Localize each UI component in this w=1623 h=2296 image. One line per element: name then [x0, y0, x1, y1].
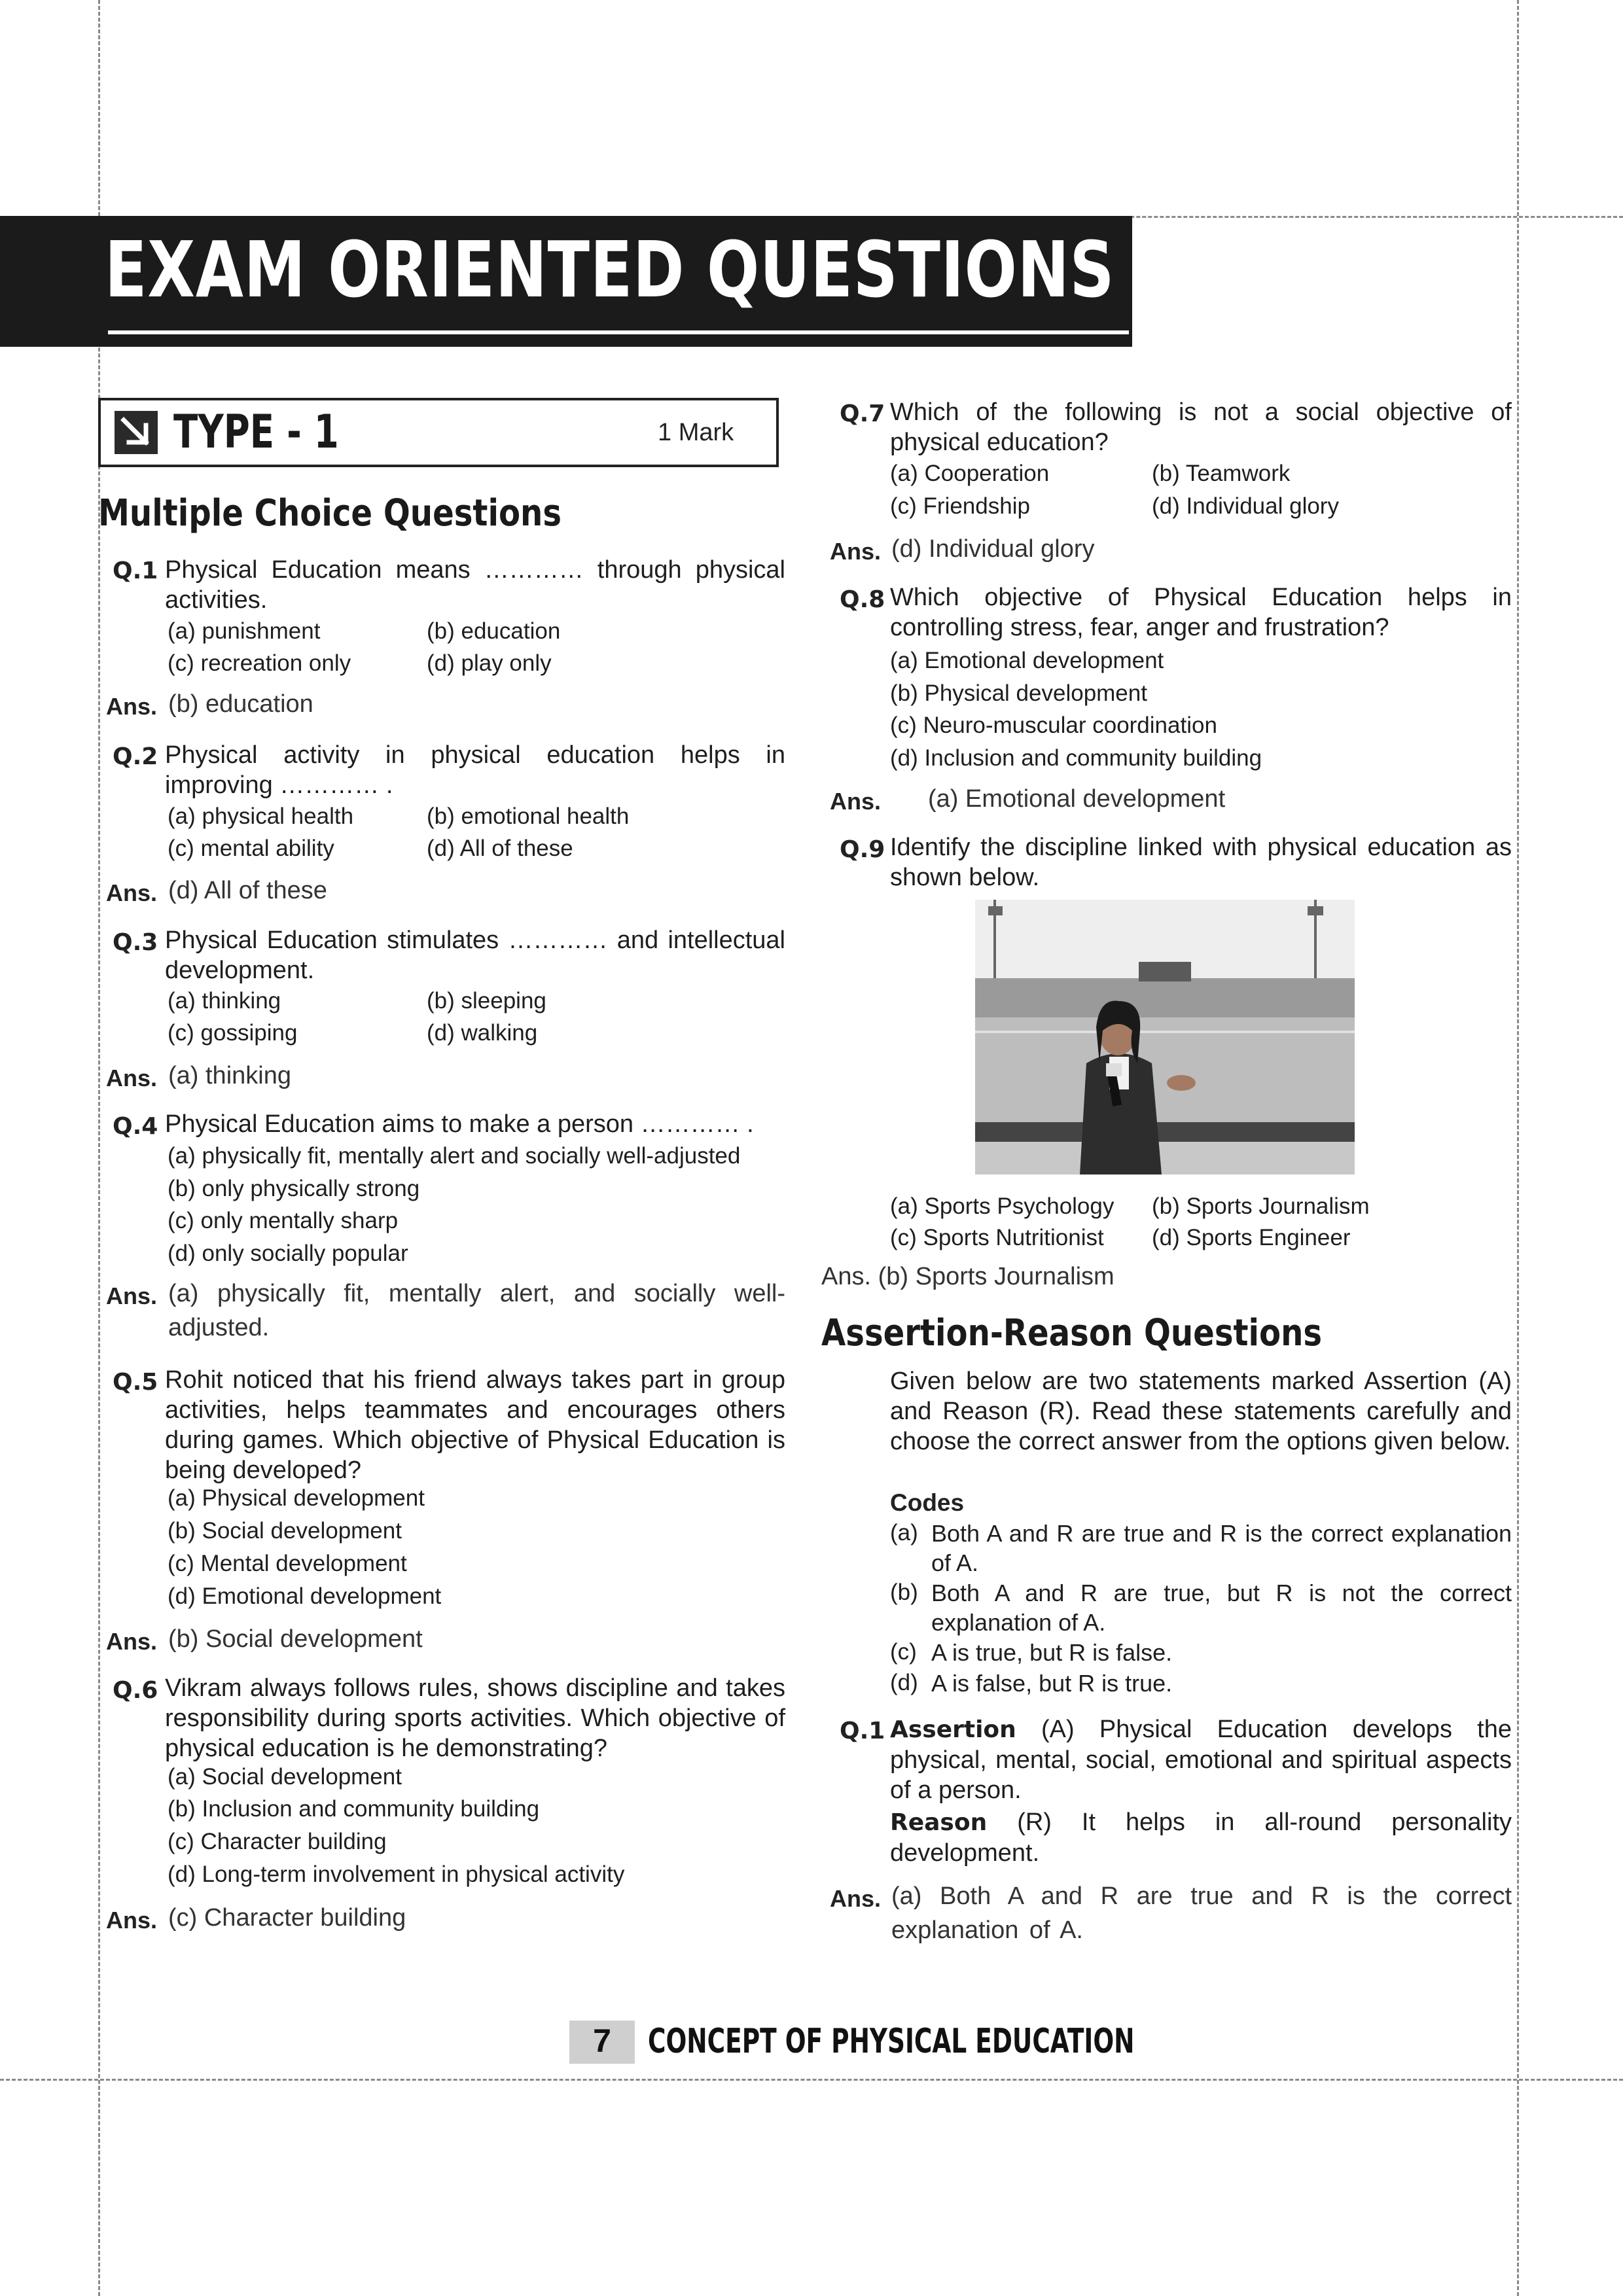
arrow-down-right-icon [115, 411, 158, 454]
answer-text: (a) Emotional development [928, 785, 1226, 813]
banner-rule [108, 330, 1129, 334]
option: (d) walking [427, 1020, 538, 1046]
code-key: (c) [890, 1639, 917, 1665]
option: (d) Emotional development [168, 1583, 442, 1609]
answer-label: Ans. [106, 1065, 158, 1091]
code-text: Both A and R are true and R is the correct explanation of A. [931, 1520, 1512, 1576]
reason-block [890, 1807, 1512, 1868]
code-text: Both A and R are true, but R is not the correct explanation of A. [931, 1580, 1512, 1636]
option: (a) Cooperation [890, 461, 1050, 486]
option: (d) Sports Engineer [1152, 1225, 1351, 1250]
answer-text: Ans. (b) Sports Journalism [821, 1263, 1115, 1290]
type-label: TYPE - 1 [173, 405, 339, 459]
code-key: (d) [890, 1670, 918, 1695]
option: (a) Social development [168, 1764, 402, 1790]
answer-label: Ans. [106, 879, 158, 906]
answer-text: (a) Both A and R are true and R is the correct explanation of A. [891, 1882, 1512, 1944]
page-number: 7 [593, 2022, 611, 2059]
answer-label: Ans. [830, 788, 882, 815]
option: (d) only socially popular [168, 1241, 408, 1266]
question-number: Q.1 [840, 1718, 885, 1744]
answer-text: (a) thinking [168, 1062, 291, 1089]
question-number: Q.5 [113, 1369, 158, 1396]
code-text: A is false, but R is true. [931, 1670, 1173, 1697]
answer-label: Ans. [830, 1885, 882, 1912]
question-number: Q.9 [840, 836, 885, 863]
reporter-photo [975, 900, 1355, 1174]
question-text: Rohit noticed that his friend always takes part in group activities, helps teammates and encourages others during games. Which objective of Physical Education is being developed? [165, 1366, 785, 1484]
option: (b) Sports Journalism [1152, 1193, 1370, 1219]
assertion-block [890, 1714, 1512, 1805]
crop-mark-bottom [0, 2079, 1623, 2081]
question-text: Physical Education means ………… through physical activities. [165, 556, 785, 614]
answer-label: Ans. [106, 1907, 158, 1934]
answer-label: Ans. [106, 1628, 158, 1655]
answer-text: (d) All of these [168, 877, 327, 904]
assertion-label: Assertion [890, 1716, 1016, 1743]
photo-reporter-icon [975, 900, 1355, 1174]
option: (b) emotional health [427, 804, 630, 829]
assertion-intro: Given below are two statements marked Assertion (A) and Reason (R). Read these statements carefully and choose the correct answer from the options given below. [890, 1368, 1512, 1455]
answer-text: (d) Individual glory [891, 535, 1095, 563]
option: (d) All of these [427, 836, 573, 861]
question-number: Q.1 [113, 557, 158, 584]
answer-text: (b) education [168, 690, 313, 718]
answer-text: (a) physically fit, mentally alert, and socially well-adjusted. [168, 1280, 785, 1341]
option: (c) gossiping [168, 1020, 298, 1046]
page-title: EXAM ORIENTED QUESTIONS [105, 224, 1115, 315]
option: (b) sleeping [427, 988, 546, 1014]
option: (c) Sports Nutritionist [890, 1225, 1104, 1250]
question-number: Q.4 [113, 1113, 158, 1140]
answer-text: (c) Character building [168, 1904, 406, 1932]
option: (d) Long-term involvement in physical activity [168, 1862, 625, 1887]
codes-label: Codes [890, 1489, 965, 1516]
question-number: Q.7 [840, 400, 885, 427]
answer-text: (b) Social development [168, 1625, 423, 1653]
option: (c) Neuro-muscular coordination [890, 713, 1217, 738]
answer-label: Ans. [830, 538, 882, 565]
assertion-text: (A) Physical Education develops the physical, mental, social, emotional and spiritual aspects of a person. [890, 1716, 1512, 1804]
option: (b) Physical development [890, 680, 1147, 706]
option: (d) play only [427, 650, 552, 676]
option: (a) Emotional development [890, 648, 1164, 673]
question-text: Which objective of Physical Education helps in controlling stress, fear, anger and frustration? [890, 584, 1512, 641]
marks-label: 1 Mark [658, 419, 734, 446]
question-text: Which of the following is not a social objective of physical education? [890, 398, 1512, 456]
question-number: Q.2 [113, 743, 158, 770]
crop-mark-right [1517, 0, 1519, 2296]
option: (c) only mentally sharp [168, 1208, 399, 1233]
option: (c) recreation only [168, 650, 351, 676]
question-text: Physical activity in physical education helps in improving ………… . [165, 741, 785, 799]
option: (a) punishment [168, 618, 321, 644]
reason-text: (R) It helps in all-round personality development. [890, 1809, 1512, 1867]
question-text: Physical Education stimulates ………… and intellectual development. [165, 927, 785, 984]
chapter-title: CONCEPT OF PHYSICAL EDUCATION [648, 2022, 1135, 2061]
option: (a) physical health [168, 804, 354, 829]
option: (d) Individual glory [1152, 493, 1339, 519]
option: (c) Mental development [168, 1551, 407, 1576]
question-number: Q.6 [113, 1677, 158, 1704]
code-key: (a) [890, 1520, 918, 1545]
option: (d) Inclusion and community building [890, 745, 1262, 771]
option: (a) thinking [168, 988, 281, 1014]
option: (c) Friendship [890, 493, 1030, 519]
option: (a) Sports Psychology [890, 1193, 1115, 1219]
option: (c) mental ability [168, 836, 334, 861]
option: (b) Social development [168, 1518, 402, 1544]
question-number: Q.3 [113, 929, 158, 956]
reason-label: Reason [890, 1809, 988, 1836]
option: (b) only physically strong [168, 1176, 420, 1201]
answer-label: Ans. [106, 693, 158, 720]
option: (a) Physical development [168, 1485, 425, 1511]
section-title-mcq: Multiple Choice Questions [98, 492, 562, 535]
code-text: A is true, but R is false. [931, 1639, 1173, 1666]
option: (c) Character building [168, 1829, 387, 1854]
section-title-assertion: Assertion-Reason Questions [821, 1312, 1323, 1354]
option: (a) physically fit, mentally alert and socially well-adjusted [168, 1143, 741, 1169]
question-text: Vikram always follows rules, shows discipline and takes responsibility during sports activities. Which objective of physical education is he demonstrating? [165, 1674, 785, 1762]
code-key: (b) [890, 1580, 918, 1605]
question-text: Identify the discipline linked with physical education as shown below. [890, 834, 1512, 891]
option: (b) Inclusion and community building [168, 1796, 540, 1822]
option: (b) Teamwork [1152, 461, 1291, 486]
answer-label: Ans. [106, 1282, 158, 1309]
question-number: Q.8 [840, 586, 885, 613]
option: (b) education [427, 618, 561, 644]
question-text: Physical Education aims to make a person ………… . [165, 1110, 754, 1138]
